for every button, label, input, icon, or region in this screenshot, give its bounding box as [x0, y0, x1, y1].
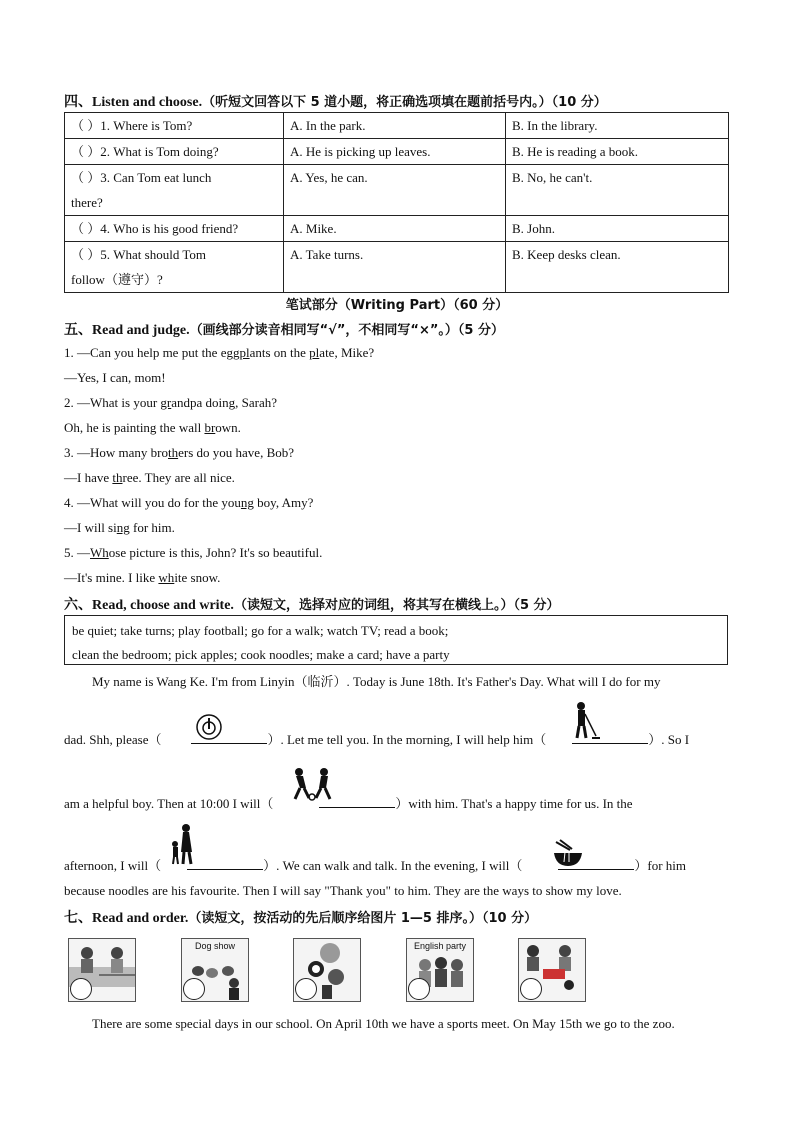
section4-title-cn: （听短文回答以下 5 道小题，将正确选项填在题前括号内。）（10 分）: [202, 95, 607, 110]
question-text: （ ）3. Can Tom eat lunch: [71, 170, 212, 185]
text: ate, Mike?: [319, 345, 375, 360]
judge-line: [64, 445, 294, 461]
text: ose picture is this, John? It's so beautiful.: [108, 545, 323, 560]
football-icon: [290, 766, 334, 802]
underlined-sound: gr: [160, 395, 172, 410]
writing-part-title: 笔试部分（Writing Part）（60 分）: [285, 298, 509, 313]
underlined-sound: Wh: [90, 545, 109, 560]
text: own.: [215, 420, 241, 435]
writing-part-heading: [0, 294, 794, 314]
passage-line: My name is Wang Ke. I'm from Linyin（临沂）. Today is June 18th. It's Father's Day. What will I do for my: [92, 674, 661, 689]
passage-line: There are some special days in our school. On April 10th we have a sports meet. On May 15th we go to the zoo.: [92, 1016, 675, 1031]
question-text: （ ）2. What is Tom doing?: [71, 144, 219, 159]
text: ）with him. That's a happy time for us. In the: [395, 796, 633, 811]
option-a-cell: A. He is picking up leaves.: [284, 139, 506, 165]
noodles-icon: [552, 838, 584, 870]
judge-line: [64, 370, 166, 386]
section7-title-cn: （读短文，按活动的先后顺序给图片 1—5 排序。）（10 分）: [188, 911, 538, 926]
underlined-sound: ng: [240, 495, 254, 510]
section5-heading: [64, 319, 504, 339]
option-a-cell: A. Mike.: [284, 216, 506, 242]
text: dad. Shh, please（: [64, 732, 162, 747]
order-number-circle[interactable]: [520, 978, 542, 1000]
option-a-cell: A. Yes, he can.: [284, 165, 506, 216]
text: 5. —: [64, 545, 90, 560]
question-cell: [65, 216, 284, 242]
walking-icon: [168, 822, 196, 866]
picture-card-dog-show: [181, 938, 249, 1002]
question-cell: [65, 242, 284, 293]
text: 1. —Can you help me put the egg: [64, 345, 240, 360]
question-cell: [65, 165, 284, 216]
listen-choose-table: [64, 112, 729, 293]
picture-card-zoo: [293, 938, 361, 1002]
option-b-cell: B. No, he can't.: [506, 165, 729, 216]
section7-heading: [64, 907, 537, 927]
section5-title-cn: （画线部分读音相同写“√”，不相同写“×”。）（5 分）: [189, 323, 504, 338]
text: ）. So I: [648, 732, 690, 747]
order-number-circle[interactable]: [408, 978, 430, 1000]
picture-card-sports: [518, 938, 586, 1002]
text: —It's mine. I like: [64, 570, 159, 585]
picture-card-english-party: [406, 938, 474, 1002]
question-text-cont: follow（遵守）?: [71, 272, 163, 287]
text: Oh, he is painting the wall: [64, 420, 205, 435]
option-b-cell: B. Keep desks clean.: [506, 242, 729, 293]
question-text: （ ）4. Who is his good friend?: [71, 221, 239, 236]
judge-line: [64, 345, 374, 361]
section6-heading: [64, 594, 560, 614]
question-text: （ ）1. Where is Tom?: [71, 118, 193, 133]
table-row: [65, 113, 729, 139]
section4-heading: [64, 91, 607, 111]
option-b-cell: B. In the library.: [506, 113, 729, 139]
question-text: （ ）5. What should Tom: [71, 247, 206, 262]
judge-line: [64, 570, 220, 586]
phrase-list-line: be quiet; take turns; play football; go for a walk; watch TV; read a book;: [72, 623, 449, 638]
phrase-list-line: clean the bedroom; pick apples; cook noodles; make a card; have a party: [72, 647, 450, 662]
judge-line: [64, 495, 313, 511]
text: ）for him: [634, 858, 687, 873]
table-row: [65, 242, 729, 293]
underlined-sound: th: [168, 445, 179, 460]
section6-title-cn: （读短文，选择对应的词组，将其写在横线上。）（5 分）: [233, 598, 560, 613]
option-a-cell: A. In the park.: [284, 113, 506, 139]
order-number-circle[interactable]: [70, 978, 92, 1000]
text: for him.: [129, 520, 175, 535]
order-number-circle[interactable]: [295, 978, 317, 1000]
sweeping-icon: [570, 700, 600, 742]
text: andpa doing, Sarah?: [171, 395, 278, 410]
picture-card-sports-meet: [68, 938, 136, 1002]
question-cell: [65, 139, 284, 165]
judge-line: [64, 545, 322, 561]
section4-title-en: 四、Listen and choose.: [64, 95, 203, 110]
judge-line: [64, 470, 235, 486]
text: ants on the: [249, 345, 310, 360]
text: ree. They are all nice.: [122, 470, 235, 485]
be-quiet-icon: [195, 713, 223, 741]
text: boy, Amy?: [253, 495, 314, 510]
order-number-circle[interactable]: [183, 978, 205, 1000]
text: ers do you have, Bob?: [178, 445, 295, 460]
table-row: [65, 139, 729, 165]
underlined-sound: wh: [158, 570, 175, 585]
underlined-sound: pl: [309, 345, 320, 360]
text: am a helpful boy. Then at 10:00 I will（: [64, 796, 274, 811]
answer-blank[interactable]: [187, 857, 263, 870]
option-a-cell: A. Take turns.: [284, 242, 506, 293]
phrase-box: [64, 615, 728, 665]
judge-line: [64, 395, 277, 411]
section7-title-en: 七、Read and order.: [64, 911, 189, 926]
text: —I have: [64, 470, 113, 485]
table-row: [65, 216, 729, 242]
passage-line: [64, 793, 633, 812]
judge-line: [64, 520, 175, 536]
question-text-cont: there?: [71, 195, 103, 210]
passage-line: [64, 855, 686, 874]
section6-title-en: 六、Read, choose and write.: [64, 598, 234, 613]
judge-line: [64, 420, 241, 436]
text: 4. —What will you do for the you: [64, 495, 241, 510]
picture-caption: English party: [413, 941, 467, 951]
underlined-sound: pl: [239, 345, 250, 360]
underlined-sound: th: [112, 470, 123, 485]
section5-title-en: 五、Read and judge.: [64, 323, 190, 338]
text: ）. Let me tell you. In the morning, I will help him（: [267, 732, 547, 747]
table-row: [65, 165, 729, 216]
text: afternoon, I will（: [64, 858, 162, 873]
text: 2. —What is your: [64, 395, 161, 410]
picture-caption: Dog show: [194, 941, 236, 951]
text: —Yes, I can, mom!: [64, 370, 166, 385]
underlined-sound: br: [204, 420, 216, 435]
text: ite snow.: [174, 570, 221, 585]
option-b-cell: B. He is reading a book.: [506, 139, 729, 165]
option-b-cell: B. John.: [506, 216, 729, 242]
underlined-sound: ng: [116, 520, 130, 535]
text: —I will si: [64, 520, 117, 535]
question-cell: [65, 113, 284, 139]
text: 3. —How many bro: [64, 445, 168, 460]
passage-line: because noodles are his favourite. Then I will say "Thank you" to him. They are the ways to show my love.: [64, 883, 622, 898]
text: ）. We can walk and talk. In the evening, I will（: [263, 858, 523, 873]
